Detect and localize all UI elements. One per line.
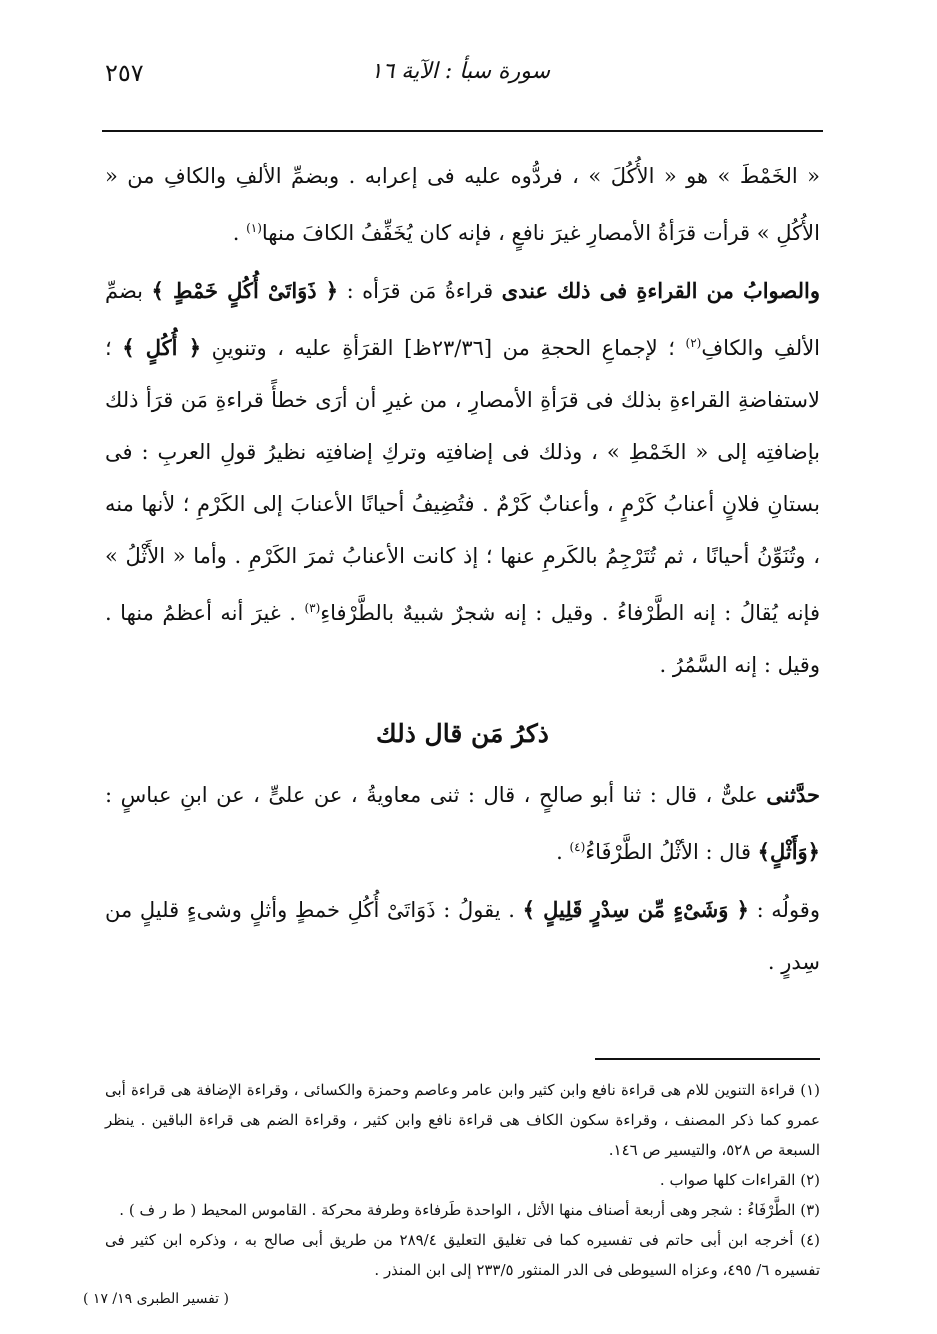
paragraph-2: والصوابُ من القراءةِ فى ذلك عندى قراءةُ مَن قرَأه : ﴿ ذَوَاتَىْ أُكُلٍ خَمْطٍ ﴾ بضمِّ الألفِ والكافِ$^{(٢)}$ ؛ لإجماعِ الحجةِ من [٢٣/٣٦ظ] القرَأةِ عليه ، وتنوينِ ﴿ أُكُلٍ ﴾ ؛ لاستفاضةِ القراءةِ بذلك فى قرَأةِ الأمصارِ ، من غيرِ أن أرَى خطأً قراءةِ مَن قرَأ ذلك بإضافتِه إلى « الخَمْطِ » ، وذلك فى إضافتِه وتركِ إضافتِه نظيرُ قولِ العربِ : فى بستانِ فلانٍ أعنابُ كَرْمٍ ، وأعنابٌ كَرْمٌ . فتُضِيفُ أحيانًا الأعنابَ إلى الكَرْمِ ؛ لأنها منه ، وتُنَوِّنُ أحيانًا ، ثم تُتَرْجِمُ بالكَرمِ عنها ؛ إذ كانت الأعنابُ ثمرَ الكَرْمِ . وأما « الأَثْلُ » فإنه يُقالُ : إنه الطَّرْفاءُ . وقيل : إنه شجرٌ شبيهٌ بالطَّرْفاءِ$^{(٣)}$ . غيرَ أنه أعظمُ منها . وقيل : إنه السَّمُرُ . [105, 278, 821, 677]
footnote-ref-2: (٢) [685, 336, 702, 350]
book-reference: ( تفسير الطبرى ١٩/ ١٧ ) [83, 1291, 229, 1307]
footnote-rule [595, 1058, 820, 1060]
paragraph-4: وقولُه : ﴿ وَشَىْءٍ مِّن سِدْرٍ قَلِيلٍ ﴾ . يقولُ : ذَوَاتَىْ أُكُلِ خمطٍ وأثلٍ وشىءٍ قليلٍ من سِدرٍ . [105, 897, 820, 974]
page-number: ٢٥٧ [105, 59, 144, 87]
paragraph-3: حدَّثنى علىٌّ ، قال : ثنا أبو صالحٍ ، قال : ثنى معاويةُ ، عن علىٍّ ، عن ابنِ عباسٍ : ﴿وَأَثْلٍ﴾ قال : الأثْلُ الطَّرْفَاءُ$^{(٤)}$ . [105, 782, 820, 864]
footnote-ref-4: (٤) [569, 840, 586, 854]
main-text [105, 150, 820, 988]
running-title: سورة سبأ : الآية ١٦ [370, 59, 550, 84]
quran-quote: ﴿ وَشَىْءٍ مِّن سِدْرٍ قَلِيلٍ ﴾ [522, 897, 749, 922]
footnote-ref-3: (٣) [304, 601, 321, 615]
footnote-4: (٤) أخرجه ابن أبى حاتم فى تفسيره كما فى تغليق التعليق ٢٨٩/٤ من طريق أبى صالح به ، وذكره ابن كثير فى تفسيره ٦/ ٤٩٥، وعزاه السيوطى فى الدر المنثور ٢٣٣/٥ إلى ابن المنذر . [105, 1231, 821, 1279]
book-page [83, 55, 821, 1315]
paragraph-lead: حدَّثنى [766, 782, 820, 807]
page-header [105, 55, 820, 95]
header-rule [102, 130, 823, 132]
footnote-ref-1: (١) [246, 221, 262, 235]
section-heading: ذكرُ مَن قال ذلك [376, 719, 549, 748]
footnote-3: (٣) الطَّرْفَاءُ : شجر وهى أربعة أصناف منها الأثل ، الواحدة طَرفاءة وطرفة محركة . القاموس المحيط ( ط ر ف ) . [119, 1201, 820, 1219]
footnotes [105, 1075, 820, 1285]
footnote-1: (١) قراءة التنوين للام هى قراءة نافع وابن كثير وابن عامر وعاصم وحمزة والكسائى ، وقراءة الإضافة هى قراءة أبى عمرو كما ذكر المصنف ، وقراءة سكون الكاف هى قراءة نافع وابن كثير ، وقراءة الضم هى قراءة الباقين . ينظر السبعة ص ٥٢٨، والتيسير ص ١٤٦. [105, 1081, 820, 1159]
quran-quote: ﴿ أُكُلٍ ﴾ [122, 335, 202, 360]
paragraph-lead: والصوابُ من القراءةِ فى ذلك عندى [501, 278, 820, 303]
paragraph-1: « الخَمْطَ » هو « الأُكُلَ » ، فردُّوه عليه فى إعرابه . وبضمِّ الألفِ والكافِ من « الأُكُلِ » قرأت قرَأةُ الأمصارِ غيرَ نافعٍ ، فإنه كان يُخَفِّفُ الكافَ منها$^{(١)}$ . [105, 164, 820, 245]
footnote-2: (٢) القراءات كلها صواب . [659, 1171, 820, 1189]
quran-quote: ﴿وَأَثْلٍ﴾ [757, 839, 820, 864]
quran-quote: ﴿ ذَوَاتَىْ أُكُلٍ خَمْطٍ ﴾ [151, 278, 339, 303]
